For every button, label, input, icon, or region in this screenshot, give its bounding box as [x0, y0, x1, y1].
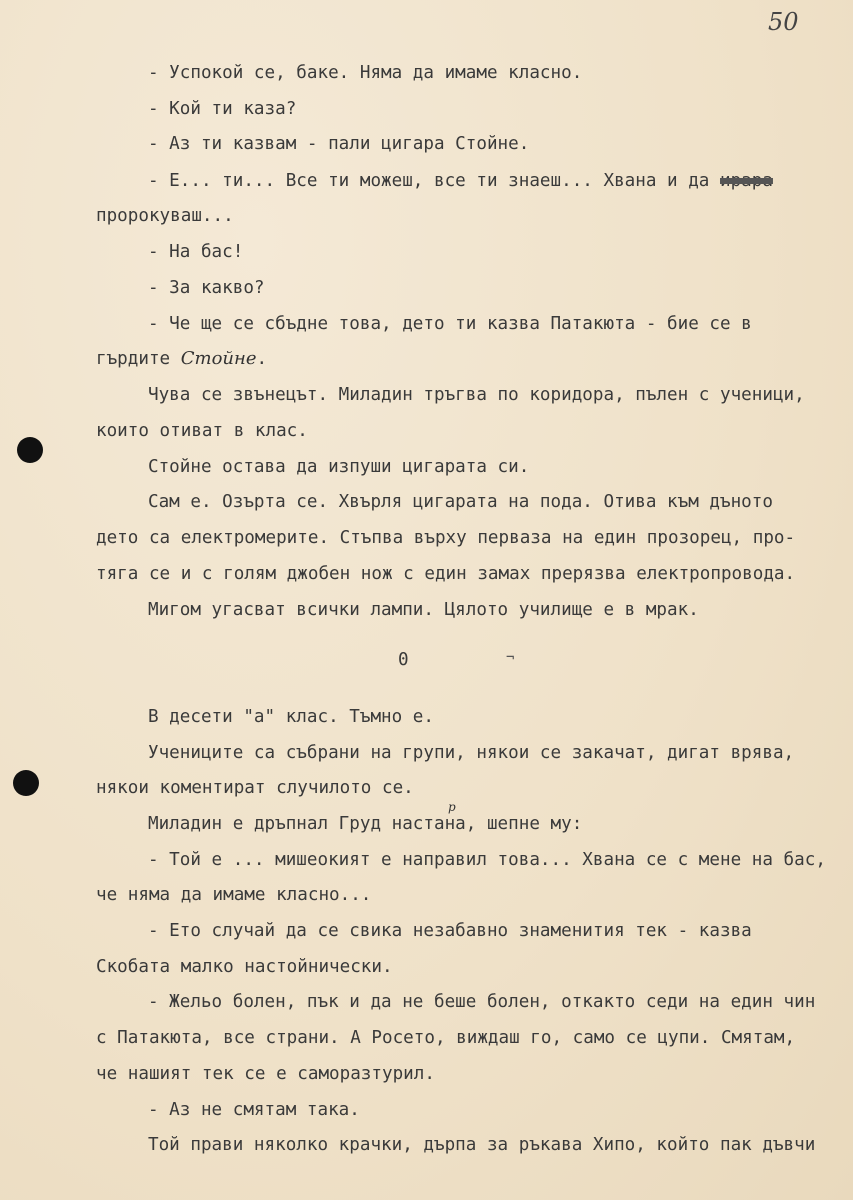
text-segment: - Е... ти... Все ти можеш, все ти знаеш... Хвана и да	[148, 171, 720, 191]
section-separator: 0	[398, 650, 409, 670]
text-line: с Патакюта, все страни. А Росето, виждаш го, само се цупи. Смятам,	[96, 1028, 796, 1048]
text-line: пророкуваш...	[96, 206, 234, 226]
text-line: - Жельо болен, пък и да не беше болен, откакто седи на един чин	[148, 992, 816, 1012]
text-line: Стойне остава да изпуши цигарата си.	[148, 457, 530, 477]
text-line: В десети "а" клас. Тъмно е.	[148, 707, 434, 727]
text-line: - Аз не смятам така.	[148, 1100, 360, 1120]
text-line: - Успокой се, баке. Няма да имаме класно.	[148, 63, 583, 83]
text-line	[148, 170, 773, 192]
text-line: някои коментират случилото се.	[96, 778, 414, 798]
text-line: тяга се и с голям джобен нож с един замах прерязва електропровода.	[96, 564, 796, 584]
text-line: - Че ще се сбъдне това, дето ти казва Патакюта - бие се в	[148, 314, 752, 334]
text-line	[96, 348, 267, 370]
text-line: - На бас!	[148, 242, 244, 262]
text-segment: гърдите	[96, 349, 181, 369]
text-line: Учениците са събрани на групи, някои се закачат, дигат врява,	[148, 743, 795, 763]
punch-hole-icon	[17, 437, 43, 463]
text-line: които отиват в клас.	[96, 421, 308, 441]
correction-mark: р	[448, 800, 456, 814]
handwritten-name: Стойне	[180, 348, 257, 369]
text-line: че няма да имаме класно...	[96, 885, 372, 905]
text-line: Мигом угасват всички лампи. Цялото училище е в мрак.	[148, 600, 699, 620]
text-segment: .	[256, 349, 268, 369]
text-line: Сам е. Озърта се. Хвърля цигарата на пода. Отива към дъното	[148, 492, 773, 512]
text-line: - За какво?	[148, 278, 265, 298]
text-line: Скобата малко настойнически.	[96, 957, 393, 977]
page-number: 50	[768, 8, 799, 36]
text-line: - Аз ти казвам - пали цигара Стойне.	[148, 134, 530, 154]
tick-mark-icon: ¬	[506, 650, 515, 666]
text-line: - Кой ти каза?	[148, 99, 297, 119]
text-line: - Ето случай да се свика незабавно знаменития тек - казва	[148, 921, 752, 941]
punch-hole-icon	[13, 770, 39, 796]
text-line: че нашият тек се е саморазтурил.	[96, 1064, 435, 1084]
text-line: дето са електромерите. Стъпва върху перваза на един прозорец, про-	[96, 528, 796, 548]
text-line: Той прави няколко крачки, дърпа за ръкава Хипо, който пак дъвчи	[148, 1135, 816, 1155]
struck-word: ирара	[720, 171, 773, 191]
text-line: - Той е ... мишеокият е направил това... Хвана се с мене на бас,	[148, 850, 826, 870]
text-line: Миладин е дръпнал Груд настана, шепне му:	[148, 814, 583, 834]
text-line: Чува се звънецът. Миладин тръгва по коридора, пълен с ученици,	[148, 385, 805, 405]
